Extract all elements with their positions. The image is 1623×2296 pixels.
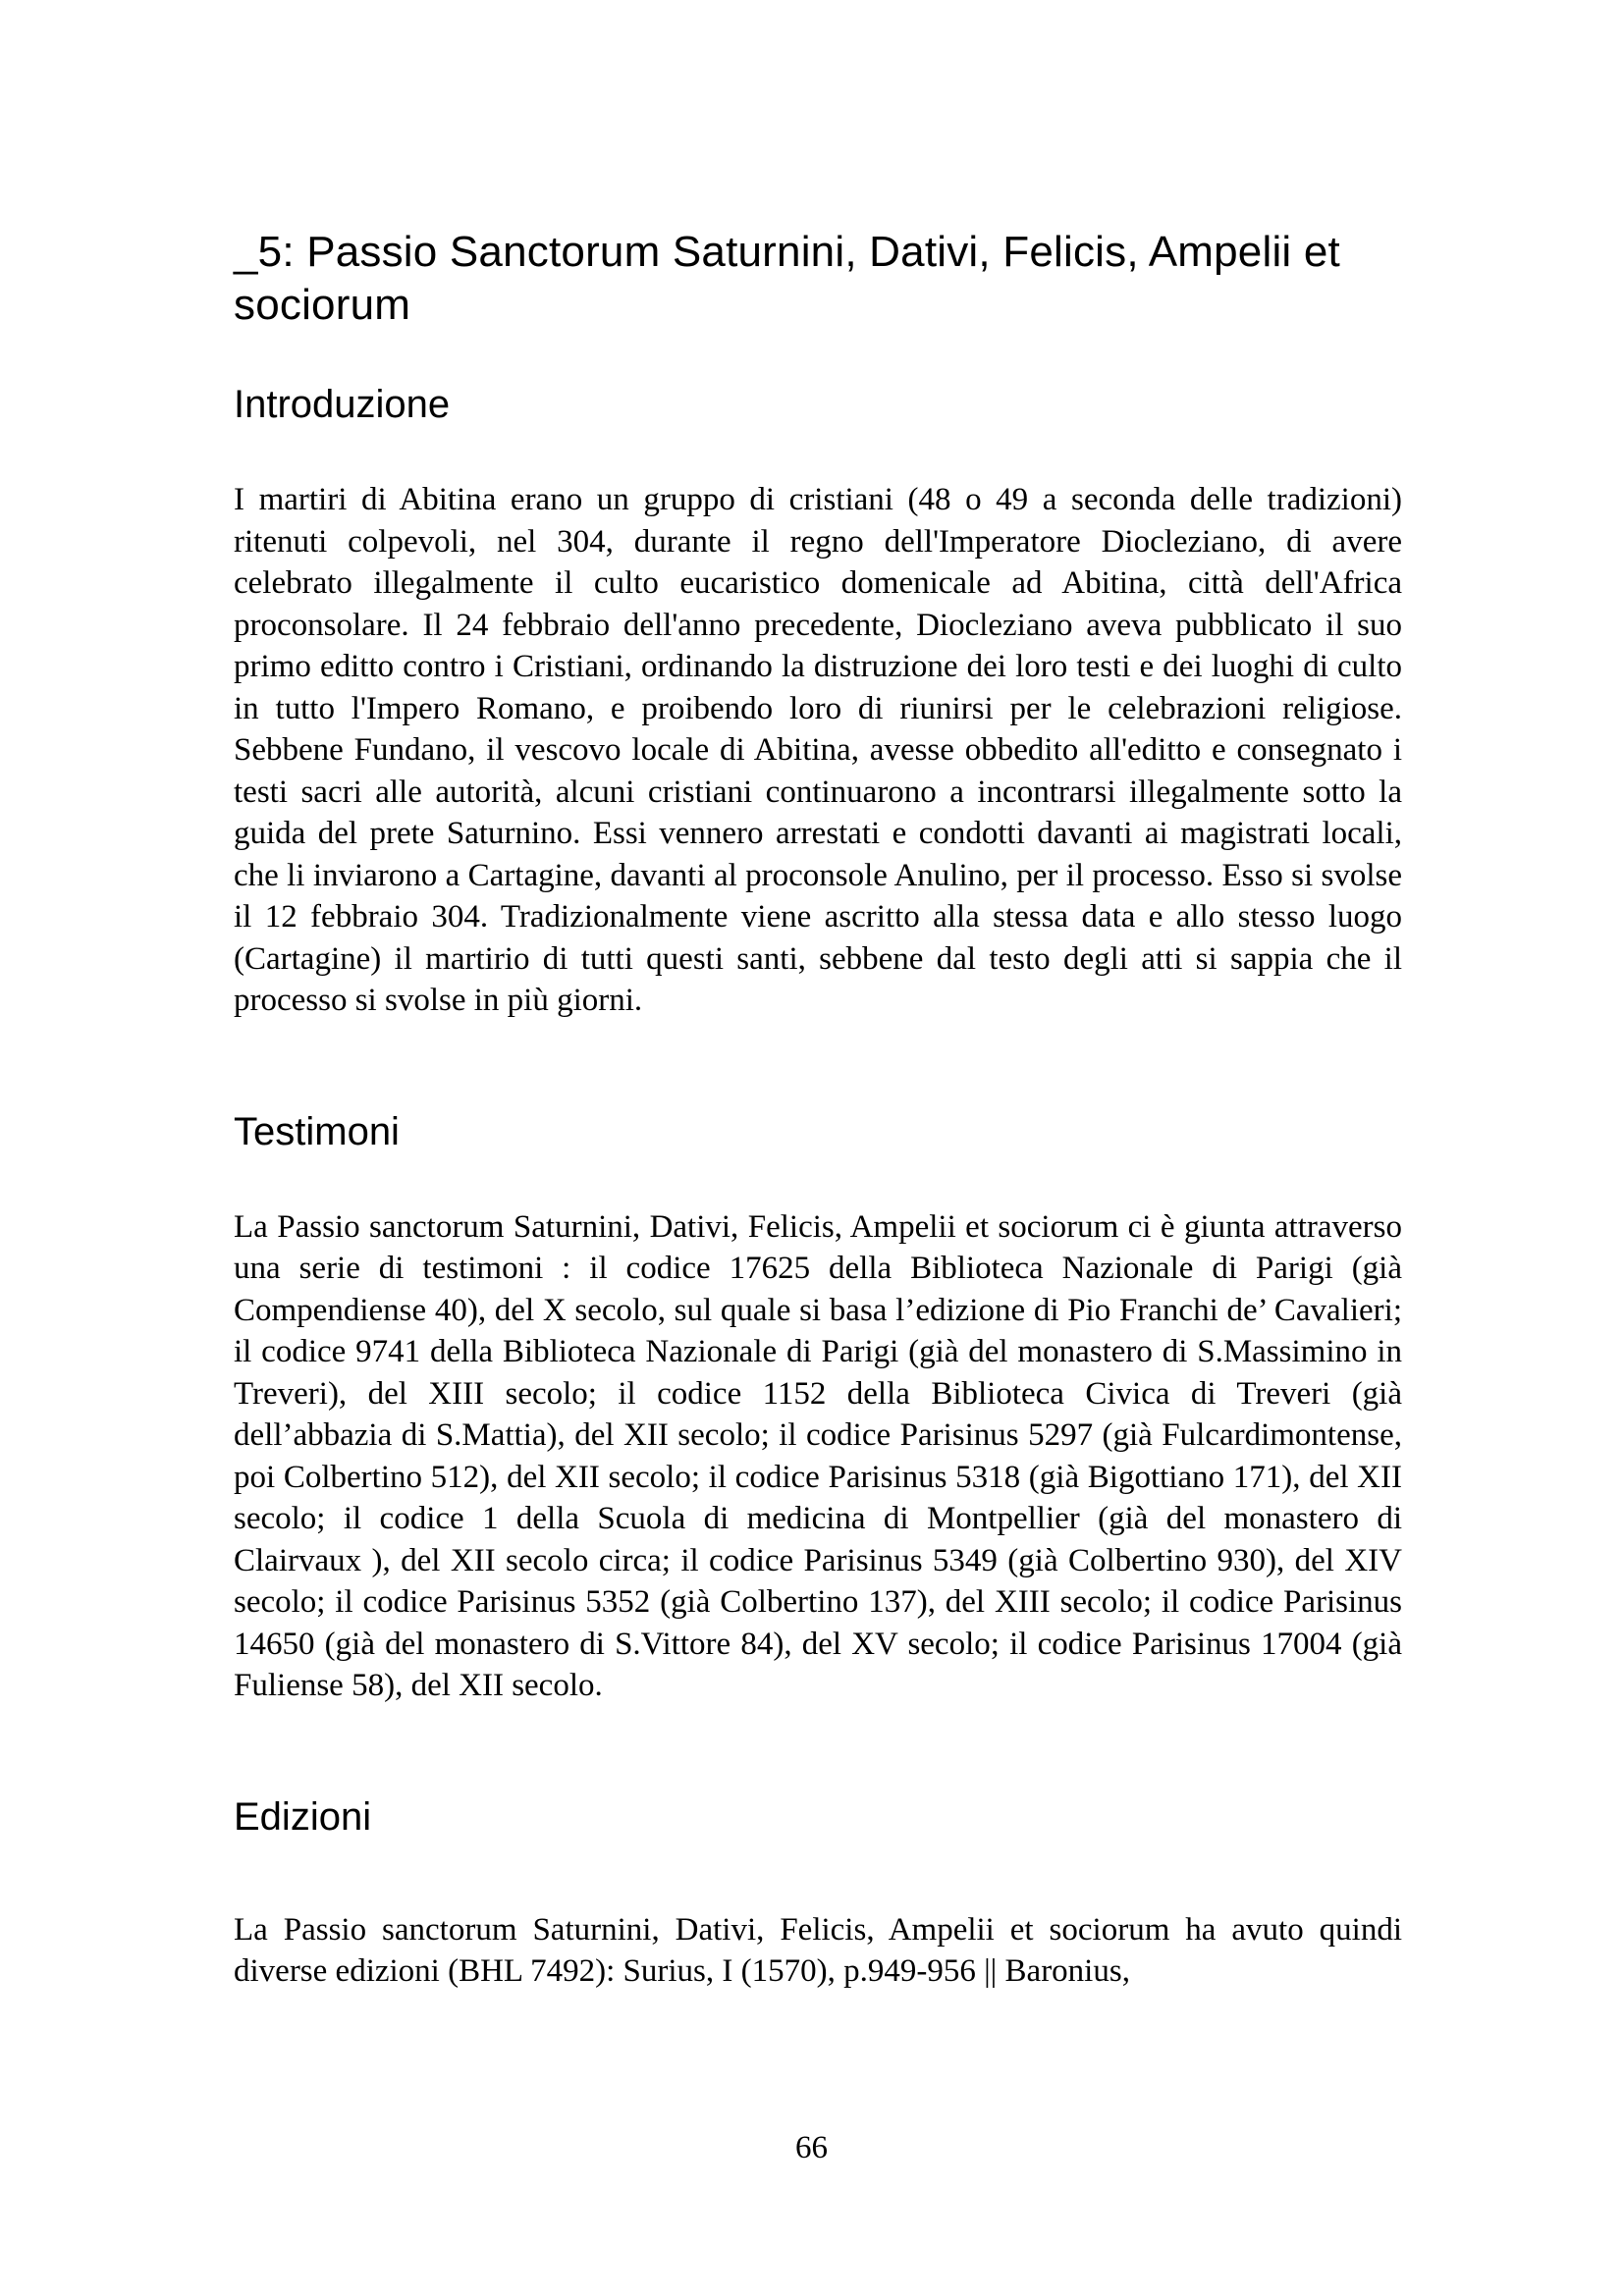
paragraph-edizioni: La Passio sanctorum Saturnini, Dativi, Felicis, Ampelii et sociorum ha avuto quindi diverse edizioni (BHL 7492): Surius, I (1570), p.949-956 || Baronius, — [234, 1911, 1402, 1989]
document-title: _5: Passio Sanctorum Saturnini, Dativi, Felicis, Ampelii et sociorum — [234, 228, 1340, 329]
paragraph-testimoni: La Passio sanctorum Saturnini, Dativi, Felicis, Ampelii et sociorum ci è giunta attraverso una serie di testimoni : il codice 17625 della Biblioteca Nazionale di Parigi (già Compendiense 40), del X secolo, sul quale si basa l’edizione di Pio Franchi de’ Cavalieri; il codice 9741 della Biblioteca Nazionale di Parigi (già del monastero di S.Massimino in Treveri), del XIII secolo; il codice 1152 della Biblioteca Civica di Treveri (già dell’abbazia di S.Mattia), del XII secolo; il codice Parisinus 5297 (già Fulcardimontense, poi Colbertino 512), del XII secolo; il codice Parisinus 5318 (già Bigottiano 171), del XII secolo; il codice 1 della Scuola di medicina di Montpellier (già del monastero di Clairvaux ), del XII secolo circa; il codice Parisinus 5349 (già Colbertino 930), del XIV secolo; il codice Parisinus 5352 (già Colbertino 137), del XIII secolo; il codice Parisinus 14650 (già del monastero di S.Vittore 84), del XV secolo; il codice Parisinus 17004 (già Fuliense 58), del XII secolo. — [234, 1208, 1402, 1703]
section-heading-introduzione: Introduzione — [234, 383, 451, 426]
paragraph-introduzione: I martiri di Abitina erano un gruppo di cristiani (48 o 49 a seconda delle tradizioni) ritenuti colpevoli, nel 304, durante il regno dell'Imperatore Diocleziano, di avere celebrato illegalmente il culto eucaristico domenicale ad Abitina, città dell'Africa proconsolare. Il 24 febbraio dell'anno precedente, Diocleziano aveva pubblicato il suo primo editto contro i Cristiani, ordinando la distruzione dei loro testi e dei luoghi di culto in tutto l'Impero Romano, e proibendo loro di riunirsi per le celebrazioni religiose. Sebbene Fundano, il vescovo locale di Abitina, avesse obbedito all'editto e consegnato i testi sacri alle autorità, alcuni cristiani continuarono a incontrarsi illegalmente sotto la guida del prete Saturnino. Essi vennero arrestati e condotti davanti ai magistrati locali, che li inviarono a Cartagine, davanti al proconsole Anulino, per il processo. Esso si svolse il 12 febbraio 304. Tradizionalmente viene ascritto alla stessa data e allo stesso luogo (Cartagine) il martirio di tutti questi santi, sebbene dal testo degli atti si sappia che il processo si svolse in più giorni. — [234, 482, 1402, 1018]
section-heading-testimoni: Testimoni — [234, 1109, 400, 1153]
document-page — [234, 226, 1402, 1993]
page-number: 66 — [795, 2130, 828, 2165]
section-heading-edizioni: Edizioni — [234, 1794, 372, 1839]
